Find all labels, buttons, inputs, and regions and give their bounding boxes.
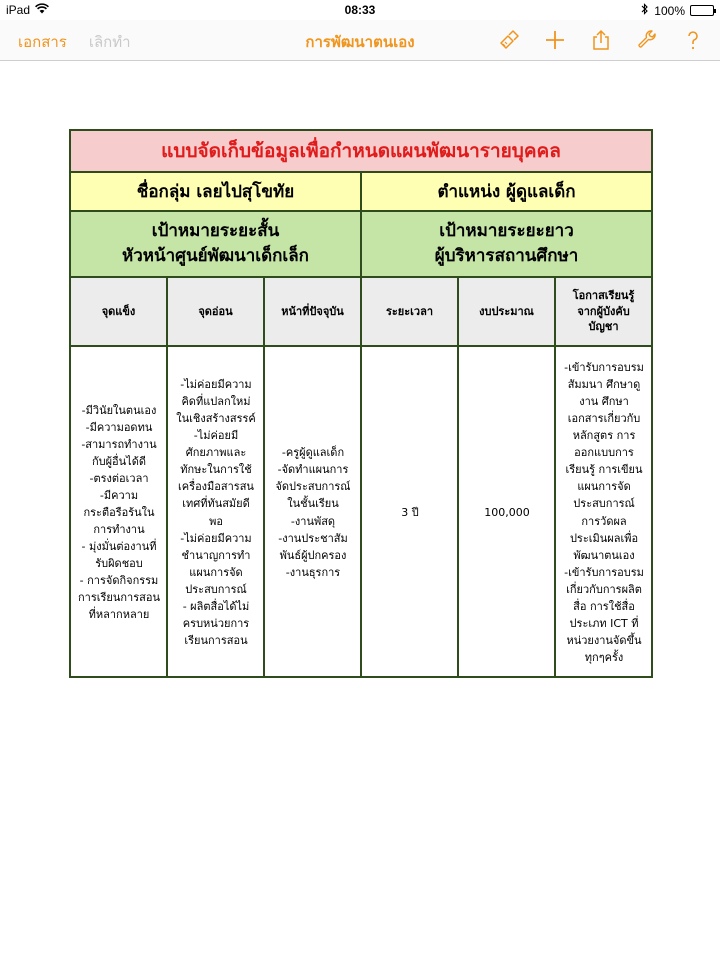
table-header-row <box>70 277 652 346</box>
position-cell[interactable]: ตำแหน่ง ผู้ดูแลเด็ก <box>361 172 652 211</box>
cell-text-line: เรียนรู้ การเขียน <box>565 463 643 477</box>
weaknesses-header[interactable] <box>167 277 264 346</box>
cell-text-line: -ไม่ค่อยมีความ <box>180 531 252 545</box>
strengths-cell[interactable] <box>70 346 167 677</box>
cell-text-line: ประเมินผลเพื่อ <box>569 531 639 545</box>
battery-percent: 100% <box>654 3 685 18</box>
long-goal-label: เป้าหมายระยะยาว <box>439 221 574 242</box>
table-row <box>70 346 652 677</box>
development-plan-table <box>69 129 653 678</box>
cell-text-line: -ไม่ค่อยมีความ <box>180 378 252 392</box>
cell-text-line: กับผู้อื่นได้ดี <box>91 454 147 468</box>
share-icon[interactable] <box>588 28 614 52</box>
learning-opportunities-header[interactable] <box>555 277 652 346</box>
cell-text-line: จัดประสบการณ์ <box>275 480 351 494</box>
cell-text-line: เทศที่ทันสมัยดี <box>182 497 250 511</box>
table-title-row <box>70 130 652 172</box>
long-goal-value: ผู้บริหารสถานศึกษา <box>434 246 579 266</box>
cell-text-line: เรียนการสอน <box>184 633 248 647</box>
battery-icon <box>690 5 714 16</box>
short-term-goal-cell[interactable] <box>70 211 361 277</box>
cell-text-line: -มีความ <box>99 488 139 502</box>
undo-button[interactable]: เลิกทำ <box>88 33 131 51</box>
current-duties-header[interactable] <box>264 277 361 346</box>
header-text-line: บัญชา <box>588 320 619 334</box>
duration-header[interactable] <box>361 277 458 346</box>
header-text-line: จุดแข็ง <box>101 304 136 318</box>
cell-text-line: ทักษะในการใช้ <box>180 463 252 477</box>
cell-text-line: ครบหน่วยการ <box>182 616 250 630</box>
cell-text-line: ชำนาญการทำ <box>181 548 251 562</box>
cell-text-line: - ผลิตสื่อได้ไม่ <box>182 599 250 613</box>
table-goal-row <box>70 211 652 277</box>
documents-button[interactable]: เอกสาร <box>18 33 67 51</box>
cell-text-line: การทำงาน <box>93 523 145 537</box>
cell-text-line: พอ <box>209 514 223 528</box>
cell-text-line: - การจัดกิจกรรม <box>79 574 159 588</box>
budget-cell[interactable] <box>458 346 555 677</box>
status-bar <box>0 0 720 20</box>
cell-text-line: งาน ศึกษา <box>579 395 629 409</box>
cell-text-line: หลักสูตร การ <box>572 429 636 443</box>
group-name-cell[interactable]: ชื่อกลุ่ม เลยไปสุโขทัย <box>70 172 361 211</box>
cell-text-line: ที่หลากหลาย <box>88 608 150 622</box>
table-info-row <box>70 172 652 211</box>
header-text-line: ระยะเวลา <box>385 304 434 318</box>
cell-text-line: -เข้ารับการอบรม <box>564 565 644 579</box>
cell-text-line: -เข้ารับการอบรม <box>564 361 644 375</box>
toolbar-right <box>496 28 706 52</box>
budget-header[interactable] <box>458 277 555 346</box>
app-toolbar <box>0 20 720 61</box>
cell-text-line: แผนการจัด <box>577 480 631 494</box>
cell-text-line: ในเชิงสร้างสรรค์ <box>176 412 256 426</box>
status-right <box>641 3 714 18</box>
cell-text-line: 3 ปี <box>401 505 419 519</box>
cell-text-line: คิดที่แปลกใหม่ <box>181 395 251 409</box>
current-duties-cell[interactable] <box>264 346 361 677</box>
cell-text-line: ทุกๆครั้ง <box>584 650 624 664</box>
toolbar-left <box>18 30 131 54</box>
cell-text-line: เกี่ยวกับการผลิต <box>566 582 642 596</box>
plus-icon[interactable] <box>542 28 568 52</box>
help-icon[interactable] <box>680 28 706 52</box>
cell-text-line: -ครูผู้ดูแลเด็ก <box>281 446 345 460</box>
cell-text-line: เอกสารเกี่ยวกับ <box>567 412 641 426</box>
cell-text-line: พัฒนาตนเอง <box>573 548 635 562</box>
clock: 08:33 <box>344 3 376 17</box>
cell-text-line: ศักยภาพและ <box>185 446 247 460</box>
header-text-line: งบประมาณ <box>479 304 534 318</box>
cell-text-line: สัมมนา ศึกษาดู <box>567 378 641 392</box>
cell-text-line: -มีความอดทน <box>85 420 153 434</box>
cell-text-line: สื่อ การใช้สื่อ <box>573 599 635 613</box>
paintbrush-icon[interactable] <box>496 28 522 52</box>
document-page <box>69 129 651 678</box>
cell-text-line: -งานพัสดุ <box>290 514 336 528</box>
wrench-icon[interactable] <box>634 28 660 52</box>
weaknesses-cell[interactable] <box>167 346 264 677</box>
cell-text-line: -งานประชาสัม <box>278 531 348 545</box>
form-title[interactable]: แบบจัดเก็บข้อมูลเพื่อกำหนดแผนพัฒนารายบุคคล <box>70 130 652 172</box>
cell-text-line: ในชั้นเรียน <box>287 497 339 511</box>
short-goal-label: เป้าหมายระยะสั้น <box>151 221 280 242</box>
header-text-line: จากผู้บังคับ <box>577 304 630 318</box>
long-term-goal-cell[interactable] <box>361 211 652 277</box>
cell-text-line: พันธ์ผู้ปกครอง <box>279 548 347 562</box>
duration-cell[interactable] <box>361 346 458 677</box>
cell-text-line: ประสบการณ์ <box>573 497 635 511</box>
cell-text-line: ออกแบบการ <box>574 446 634 460</box>
header-text-line: โอกาสเรียนรู้ <box>572 288 635 302</box>
bluetooth-icon <box>641 3 649 18</box>
short-goal-value: หัวหน้าศูนย์พัฒนาเด็กเล็ก <box>122 246 309 266</box>
cell-text-line: -ตรงต่อเวลา <box>89 471 149 485</box>
cell-text-line: -งานธุรการ <box>285 565 341 579</box>
learning-opportunities-cell[interactable] <box>555 346 652 677</box>
cell-text-line: การวัดผล <box>581 514 627 528</box>
cell-text-line: หน่วยงานจัดขึ้น <box>566 633 642 647</box>
cell-text-line: แผนการจัด <box>189 565 243 579</box>
device-label: iPad <box>6 3 31 17</box>
cell-text-line: -จัดทำแผนการ <box>277 463 349 477</box>
cell-text-line: กระตือรือร้นใน <box>83 505 155 519</box>
cell-text-line: การเรียนการสอน <box>78 591 160 605</box>
cell-text-line: ประเภท ICT ที่ <box>569 616 639 630</box>
cell-text-line: - มุ่งมั่นต่องานที่ <box>81 540 157 554</box>
strengths-header[interactable] <box>70 277 167 346</box>
cell-text-line: รับผิดชอบ <box>95 557 143 571</box>
header-text-line: จุดอ่อน <box>198 304 233 318</box>
cell-text-line: เครื่องมือสารสน <box>178 480 254 494</box>
cell-text-line: -มีวินัยในตนเอง <box>81 403 157 417</box>
cell-text-line: 100,000 <box>484 505 530 519</box>
cell-text-line: -ไม่ค่อยมี <box>193 429 239 443</box>
cell-text-line: -สามารถทำงาน <box>81 437 157 451</box>
document-title: การพัฒนาตนเอง <box>305 33 415 51</box>
header-text-line: หน้าที่ปัจจุบัน <box>281 304 344 318</box>
cell-text-line: ประสบการณ์ <box>185 582 247 596</box>
